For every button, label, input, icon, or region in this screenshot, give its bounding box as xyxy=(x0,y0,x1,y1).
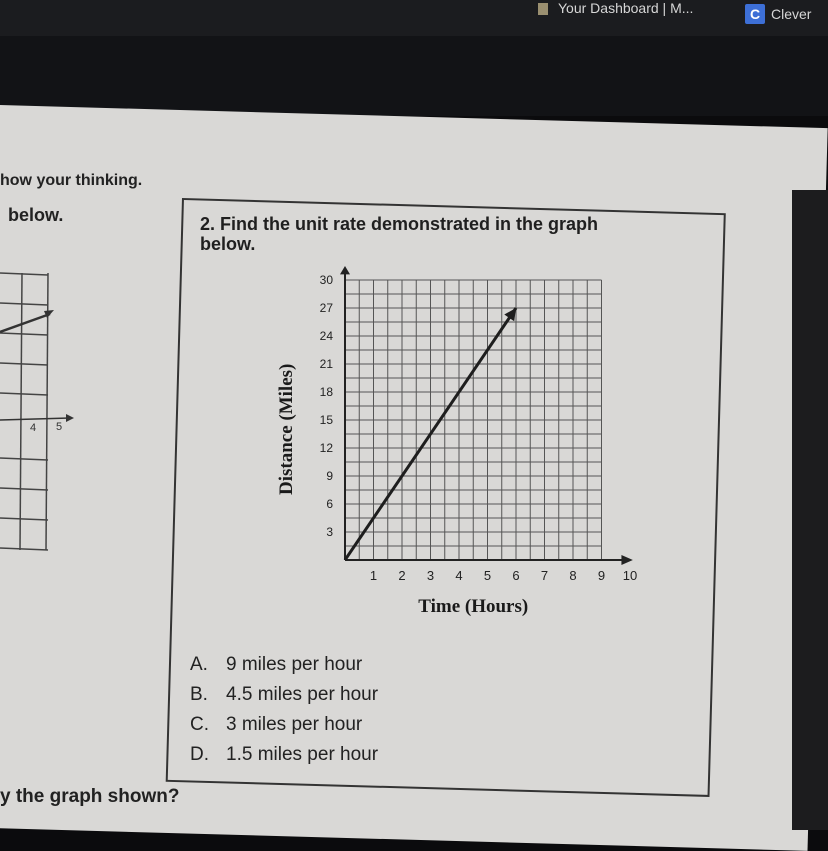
bookmark-dashboard[interactable] xyxy=(538,0,693,16)
x-tick-label: 9 xyxy=(597,568,606,583)
x-axis-label: Time (Hours) xyxy=(418,596,529,617)
y-tick-label: 18 xyxy=(319,385,333,399)
bookmark-clever-label: Clever xyxy=(771,6,812,22)
screen-edge xyxy=(792,190,828,830)
answer-d[interactable] xyxy=(190,740,378,770)
answer-b[interactable] xyxy=(190,680,378,710)
q1-x-label-4: 4 xyxy=(30,422,37,434)
answer-choices xyxy=(190,650,378,770)
x-tick-label: 6 xyxy=(512,568,520,583)
x-tick-label: 3 xyxy=(426,568,435,583)
x-tick-label: 5 xyxy=(483,568,492,583)
bookmarks-bar xyxy=(0,0,828,36)
x-tick-label: 10 xyxy=(622,568,638,583)
x-tick-label: 1 xyxy=(369,568,378,583)
answer-d-letter: D. xyxy=(190,744,209,765)
answer-b-letter: B. xyxy=(190,684,208,705)
x-tick-label: 7 xyxy=(540,568,549,583)
x-axis-arrow xyxy=(621,555,632,565)
answer-b-text: 4.5 miles per hour xyxy=(226,684,379,705)
answer-d-text: 1.5 miles per hour xyxy=(226,744,379,765)
bookmark-dashboard-label: Your Dashboard | M... xyxy=(558,0,694,16)
bookmark-clever[interactable] xyxy=(745,4,811,24)
y-tick-label: 24 xyxy=(319,329,333,343)
browser-chrome xyxy=(0,36,828,116)
x-tick-label: 4 xyxy=(455,568,463,583)
answer-a-letter: A. xyxy=(190,654,208,675)
bookmark-icon xyxy=(538,3,548,15)
y-axis-arrow xyxy=(340,266,350,274)
y-tick-label: 6 xyxy=(326,497,333,511)
y-tick-label: 15 xyxy=(319,413,333,427)
answer-c-text: 3 miles per hour xyxy=(226,714,363,735)
y-tick-label: 3 xyxy=(326,525,333,539)
instructions-text: how your thinking. xyxy=(0,172,143,189)
y-tick-label: 21 xyxy=(319,357,333,371)
distance-time-chart xyxy=(270,255,670,635)
answer-a[interactable] xyxy=(190,650,378,680)
q1-below-text: below. xyxy=(8,205,64,225)
series-line-arrow xyxy=(504,308,516,321)
answer-a-text: 9 miles per hour xyxy=(226,654,363,675)
q1-graph xyxy=(0,258,90,558)
y-tick-label: 30 xyxy=(319,273,333,287)
y-tick-label: 27 xyxy=(319,301,333,315)
question-2-title xyxy=(200,214,598,254)
q1-x-label-5: 5 xyxy=(56,421,63,433)
x-tick-label: 2 xyxy=(398,568,406,583)
question-2-title-line2: below. xyxy=(200,234,256,254)
question-3-text: y the graph shown? xyxy=(0,786,180,807)
question-2-title-line1: 2. Find the unit rate demonstrated in the graph xyxy=(200,214,599,234)
y-axis-label: Distance (Miles) xyxy=(276,363,297,496)
y-tick-label: 12 xyxy=(319,441,333,455)
y-tick-label: 9 xyxy=(326,469,333,483)
answer-c-letter: C. xyxy=(190,714,209,735)
answer-c[interactable] xyxy=(190,710,378,740)
x-tick-label: 8 xyxy=(569,568,577,583)
clever-icon: C xyxy=(745,4,765,24)
